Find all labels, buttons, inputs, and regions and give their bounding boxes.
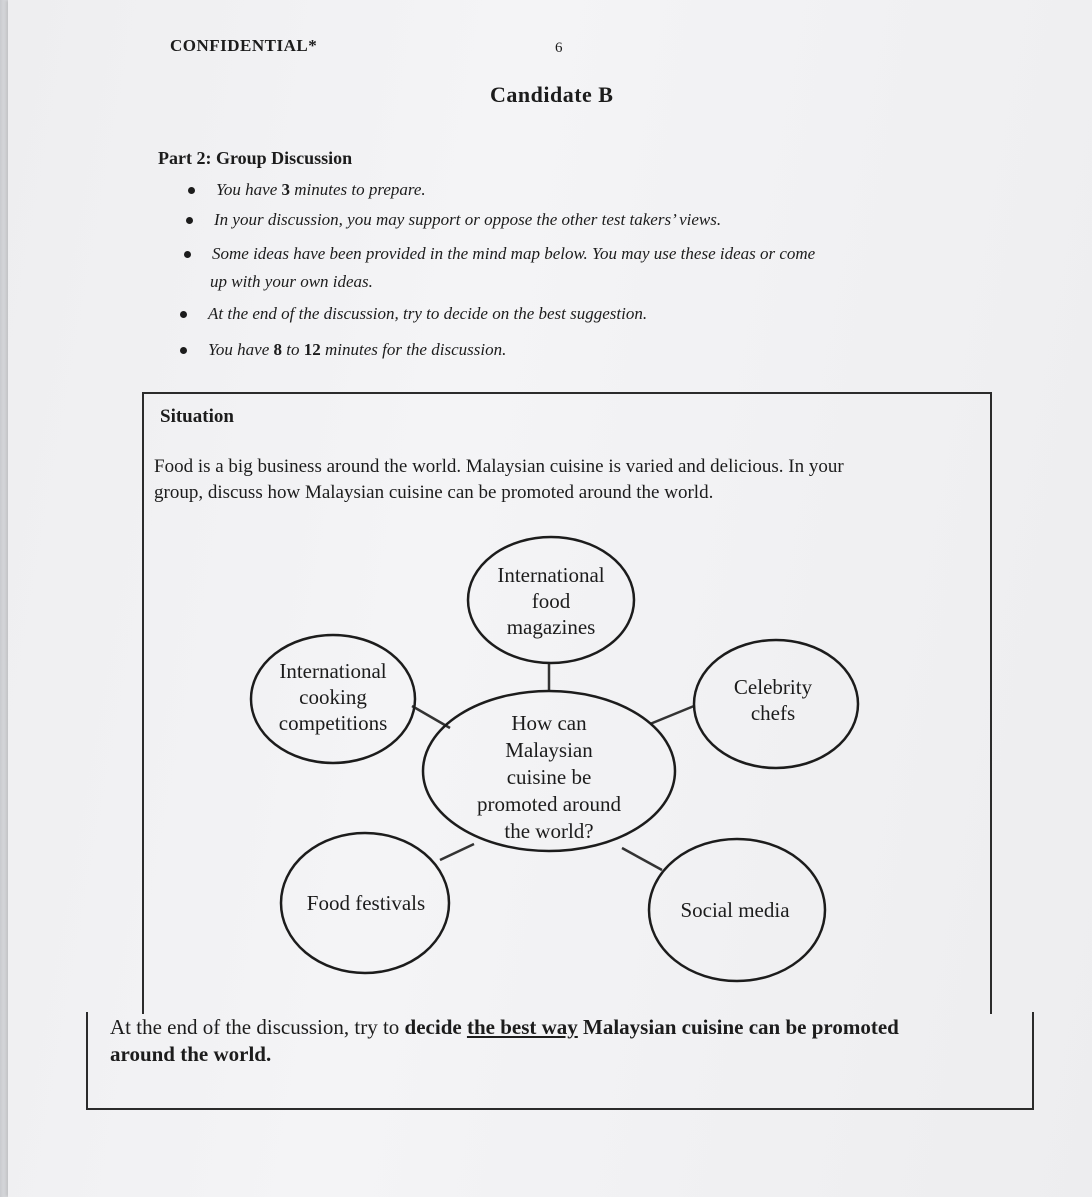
instruction-item: In your discussion, you may support or oppose the other test takers’ views. [214,210,721,230]
conclusion-line: around the world. [110,1042,272,1066]
part-title: Part 2: Group Discussion [158,148,353,168]
node-label: competitions [278,711,388,735]
connector-left [412,706,450,728]
node-label: cuisine be [506,765,592,789]
connector-bottom-right [622,848,662,870]
node-label: Malaysian [505,738,593,762]
node-label: How can [511,711,587,735]
bottom-left-node-text [307,891,425,915]
node-label: food [531,589,571,613]
center-node-text [477,711,622,843]
node-label: the world? [504,819,594,843]
candidate-title: Candidate B [490,82,614,107]
situation-line: group, discuss how Malaysian cuisine can be promoted around the world. [154,482,714,503]
conclusion-text [110,1014,1010,1068]
node-label: cooking [299,685,367,709]
node-label: chefs [750,701,796,725]
node-label: Social media [680,898,790,922]
situation-line: Food is a big business around the world. Malaysian cuisine is varied and delicious. In your [154,456,844,477]
page-number: 6 [555,40,563,56]
instruction-item: At the end of the discussion, try to decide on the best suggestion. [208,304,647,324]
situation-title: Situation [160,406,234,427]
node-label: International [497,563,605,587]
bottom-right-node-text [680,898,790,922]
top-node-text [497,563,604,639]
connector-bottom-left [440,844,474,860]
left-node-text [279,659,388,735]
confidential-label: CONFIDENTIAL* [170,36,318,55]
node-label: promoted around [476,792,622,816]
instruction-item-continued: up with your own ideas. [210,272,373,291]
connector-right [650,706,694,724]
right-node-text [734,675,813,725]
conclusion-line: At the end of the discussion, try to decide the best way Malaysian cuisine can be promoted [110,1015,899,1039]
node-label: Celebrity [733,675,813,699]
instruction-item: You have 8 to 12 minutes for the discussion. [208,340,506,360]
node-label: Food festivals [306,891,426,915]
node-label: magazines [506,615,596,639]
instruction-item: You have 3 minutes to prepare. [216,180,426,200]
instruction-item: Some ideas have been provided in the mind map below. You may use these ideas or come [212,244,815,264]
node-label: International [279,659,387,683]
